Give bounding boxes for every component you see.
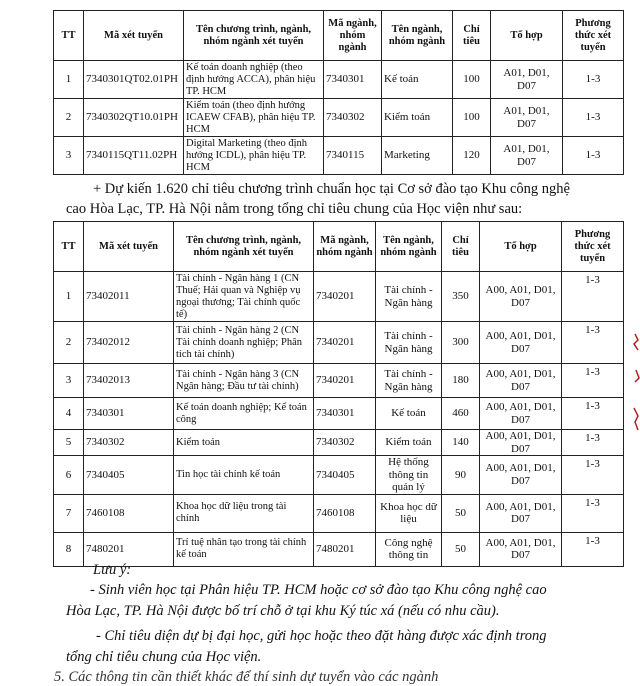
cell-combo: A00, A01, D01, D07 — [480, 398, 562, 430]
cell-tt: 1 — [54, 61, 84, 99]
note-2-line-2: tổng chỉ tiêu chung của Học viện. — [66, 649, 262, 665]
cell-tt: 3 — [54, 137, 84, 175]
table-row — [54, 272, 624, 322]
cell-code: 7340302 — [84, 430, 174, 456]
cell-quota: 90 — [442, 456, 480, 495]
cell-tt: 4 — [54, 398, 84, 430]
cell-major: Kiểm toán — [382, 99, 453, 137]
cell-program: Digital Marketing (theo định hướng ICDL), phân hiệu TP. HCM — [184, 137, 324, 175]
cell-quota: 50 — [442, 532, 480, 566]
cell-combo: A01, D01, D07 — [491, 99, 563, 137]
table-row — [54, 456, 624, 495]
cut-off-heading: 5. Các thông tin cần thiết khác để thí sinh dự tuyển vào các ngành — [54, 669, 439, 685]
cell-major-code: 7340302 — [314, 430, 376, 456]
cell-method: 1-3 — [562, 398, 624, 430]
table-row — [54, 398, 624, 430]
cell-major-code: 7340301 — [324, 61, 382, 99]
cell-major-code: 7340302 — [324, 99, 382, 137]
cell-code: 7340115QT11.02PH — [84, 137, 184, 175]
cell-major-code: 7340201 — [314, 272, 376, 322]
cell-combo: A00, A01, D01, D07 — [480, 430, 562, 456]
cell-quota: 300 — [442, 322, 480, 364]
cell-quota: 100 — [453, 61, 491, 99]
cell-major: Tài chính - Ngân hàng — [376, 364, 442, 398]
cell-program: Tài chính - Ngân hàng 1 (CN Thuế; Hải quan và Nghiệp vụ ngoại thương; Tài chính quốc tế) — [174, 272, 314, 322]
table-row — [54, 322, 624, 364]
cell-program: Kiểm toán (theo định hướng ICAEW CFAB), phân hiệu TP. HCM — [184, 99, 324, 137]
header-program: Tên chương trình, ngành, nhóm ngành xét tuyển — [174, 222, 314, 272]
cell-major-code: 7340301 — [314, 398, 376, 430]
paragraph-line-1: + Dự kiến 1.620 chỉ tiêu chương trình chuẩn học tại Cơ sở đào tạo Khu công nghệ — [93, 181, 570, 197]
cell-combo: A00, A01, D01, D07 — [480, 456, 562, 495]
header-method: Phương thức xét tuyển — [563, 11, 624, 61]
cell-major: Marketing — [382, 137, 453, 175]
cell-method: 1-3 — [563, 99, 624, 137]
cell-major: Tài chính - Ngân hàng — [376, 272, 442, 322]
cell-major-code: 7480201 — [314, 532, 376, 566]
cell-code: 7480201 — [84, 532, 174, 566]
cell-major-code: 7340115 — [324, 137, 382, 175]
cell-tt: 2 — [54, 99, 84, 137]
header-major-code: Mã ngành, nhóm ngành — [314, 222, 376, 272]
cell-method: 1-3 — [563, 61, 624, 99]
table-row — [54, 430, 624, 456]
cell-major-code: 7460108 — [314, 494, 376, 532]
cell-combo: A00, A01, D01, D07 — [480, 364, 562, 398]
cell-quota: 50 — [442, 494, 480, 532]
cell-program: Tài chính - Ngân hàng 2 (CN Tài chính doanh nghiệp; Phân tích tài chính) — [174, 322, 314, 364]
table-row — [54, 99, 624, 137]
note-1-line-1: - Sinh viên học tại Phân hiệu TP. HCM hoặc cơ sở đào tạo Khu công nghệ cao — [90, 582, 547, 598]
cell-major: Kế toán — [382, 61, 453, 99]
cell-quota: 140 — [442, 430, 480, 456]
cell-combo: A00, A01, D01, D07 — [480, 272, 562, 322]
cell-program: Kế toán doanh nghiệp; Kế toán công — [174, 398, 314, 430]
cell-major-code: 7340201 — [314, 322, 376, 364]
table-header-row — [54, 222, 624, 272]
cell-tt: 8 — [54, 532, 84, 566]
cell-method: 1-3 — [562, 364, 624, 398]
cell-method: 1-3 — [562, 494, 624, 532]
paragraph-line-2: cao Hòa Lạc, TP. Hà Nội nằm trong tổng chỉ tiêu chung của Học viện như sau: — [66, 201, 523, 217]
cell-program: Khoa học dữ liệu trong tài chính — [174, 494, 314, 532]
table-row — [54, 61, 624, 99]
cell-major-code: 7340201 — [314, 364, 376, 398]
table-header-row — [54, 11, 624, 61]
cell-tt: 2 — [54, 322, 84, 364]
cell-code: 73402011 — [84, 272, 174, 322]
cell-major: Công nghệ thông tin — [376, 532, 442, 566]
header-major: Tên ngành, nhóm ngành — [382, 11, 453, 61]
cell-major: Kiểm toán — [376, 430, 442, 456]
cell-program: Kế toán doanh nghiệp (theo định hướng ACCA), phân hiệu TP. HCM — [184, 61, 324, 99]
cell-method: 1-3 — [563, 137, 624, 175]
cell-method: 1-3 — [562, 456, 624, 495]
red-margin-marks — [626, 330, 640, 440]
cell-tt: 5 — [54, 430, 84, 456]
header-quota: Chỉ tiêu — [453, 11, 491, 61]
cell-program: Tin học tài chính kế toán — [174, 456, 314, 495]
cell-major: Kế toán — [376, 398, 442, 430]
table-hoa-lac-programs — [53, 221, 624, 567]
header-combo: Tổ hợp — [480, 222, 562, 272]
notes-label: Lưu ý: — [93, 562, 132, 578]
cell-major: Hệ thống thông tin quản lý — [376, 456, 442, 495]
header-tt: TT — [54, 11, 84, 61]
cell-code: 7340405 — [84, 456, 174, 495]
header-major-code: Mã ngành, nhóm ngành — [324, 11, 382, 61]
table-row — [54, 364, 624, 398]
cell-quota: 350 — [442, 272, 480, 322]
table-hcm-programs — [53, 10, 624, 175]
cell-combo: A00, A01, D01, D07 — [480, 322, 562, 364]
cell-quota: 120 — [453, 137, 491, 175]
cell-combo: A00, A01, D01, D07 — [480, 494, 562, 532]
note-1-line-2: Hòa Lạc, TP. Hà Nội được bố trí chỗ ở tại khu Ký túc xá (nếu có nhu cầu). — [66, 603, 500, 619]
cell-tt: 3 — [54, 364, 84, 398]
cell-method: 1-3 — [562, 272, 624, 322]
cell-quota: 180 — [442, 364, 480, 398]
cell-quota: 460 — [442, 398, 480, 430]
cell-program: Kiểm toán — [174, 430, 314, 456]
table-row — [54, 494, 624, 532]
cell-code: 7340302QT10.01PH — [84, 99, 184, 137]
cell-major: Tài chính - Ngân hàng — [376, 322, 442, 364]
cell-major: Khoa học dữ liệu — [376, 494, 442, 532]
cell-program: Trí tuệ nhân tạo trong tài chính kế toán — [174, 532, 314, 566]
cell-tt: 7 — [54, 494, 84, 532]
table-row — [54, 137, 624, 175]
header-method: Phương thức xét tuyển — [562, 222, 624, 272]
cell-method: 1-3 — [562, 322, 624, 364]
cell-combo: A01, D01, D07 — [491, 61, 563, 99]
header-major: Tên ngành, nhóm ngành — [376, 222, 442, 272]
header-program: Tên chương trình, ngành, nhóm ngành xét tuyển — [184, 11, 324, 61]
cell-code: 7340301QT02.01PH — [84, 61, 184, 99]
cell-combo: A00, A01, D01, D07 — [480, 532, 562, 566]
header-code: Mã xét tuyển — [84, 11, 184, 61]
cell-quota: 100 — [453, 99, 491, 137]
header-tt: TT — [54, 222, 84, 272]
cell-program: Tài chính - Ngân hàng 3 (CN Ngân hàng; Đầu tư tài chính) — [174, 364, 314, 398]
note-2-line-1: - Chỉ tiêu diện dự bị đại học, gửi học hoặc theo đặt hàng được xác định trong — [96, 628, 547, 644]
cell-code: 7340301 — [84, 398, 174, 430]
cell-combo: A01, D01, D07 — [491, 137, 563, 175]
cell-code: 73402012 — [84, 322, 174, 364]
cell-major-code: 7340405 — [314, 456, 376, 495]
cell-code: 73402013 — [84, 364, 174, 398]
cell-method: 1-3 — [562, 532, 624, 566]
table-row — [54, 532, 624, 566]
cell-tt: 6 — [54, 456, 84, 495]
cell-tt: 1 — [54, 272, 84, 322]
header-code: Mã xét tuyển — [84, 222, 174, 272]
header-quota: Chỉ tiêu — [442, 222, 480, 272]
cell-code: 7460108 — [84, 494, 174, 532]
cell-method: 1-3 — [562, 430, 624, 456]
header-combo: Tổ hợp — [491, 11, 563, 61]
